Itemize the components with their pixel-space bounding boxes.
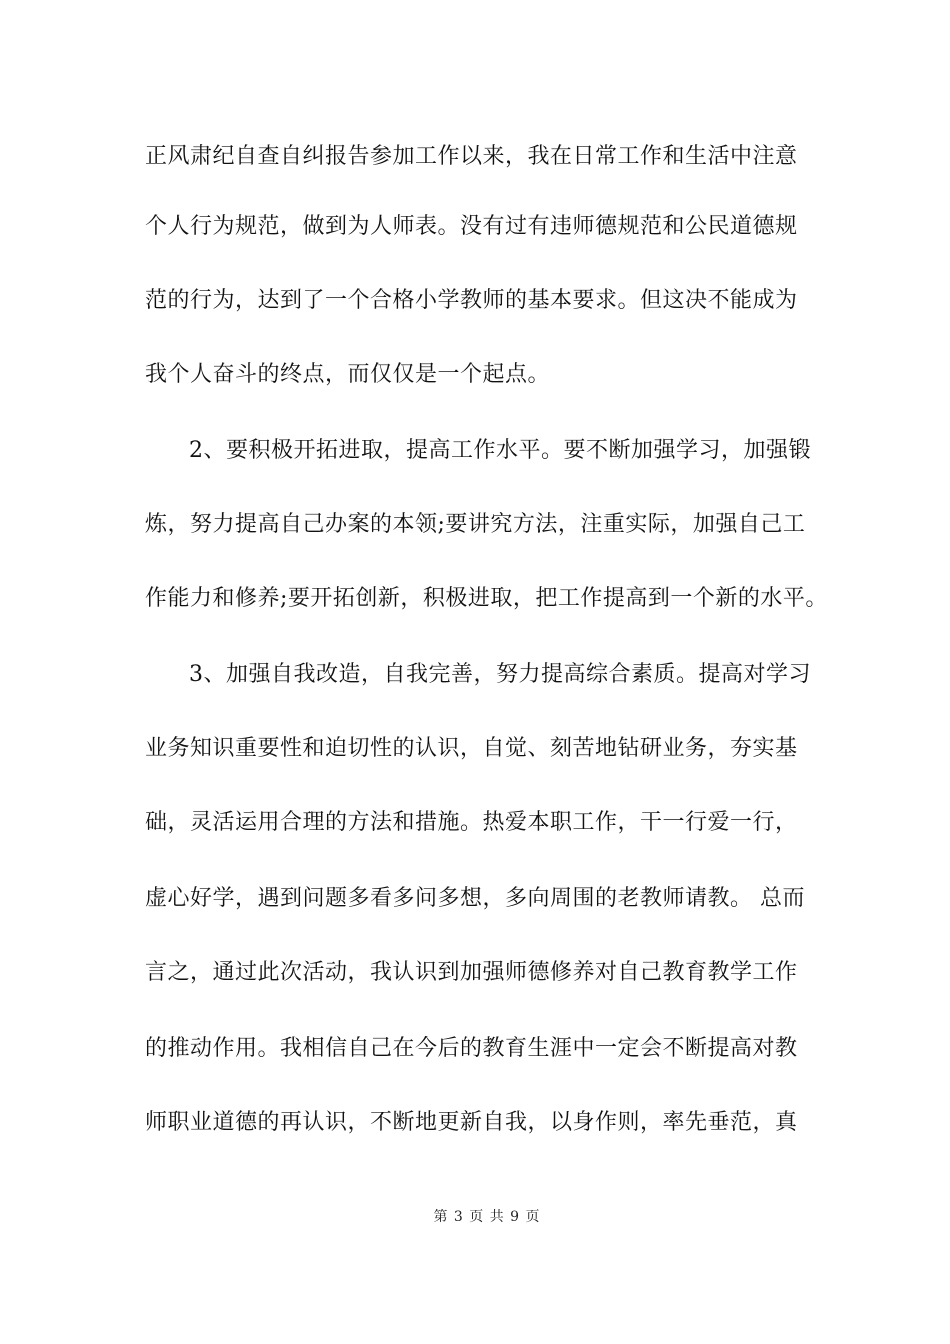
text-line-2: 个人行为规范，做到为人师表。没有过有违师德规范和公民道德规 bbox=[145, 214, 798, 239]
text-line-7: 作能力和修养;要开拓创新，积极进取，把工作提高到一个新的水平。 bbox=[145, 586, 828, 611]
text-line-9: 业务知识重要性和迫切性的认识，自觉、刻苦地钻研业务，夯实基 bbox=[145, 736, 798, 761]
page-number-footer: 第 3 页 共 9 页 bbox=[433, 1209, 541, 1225]
text-line-12: 言之，通过此次活动，我认识到加强师德修养对自己教育教学工作 bbox=[145, 960, 798, 985]
text-line-5: 2、要积极开拓进取，提高工作水平。要不断加强学习，加强锻 bbox=[189, 438, 811, 463]
text-line-10: 础，灵活运用合理的方法和措施。热爱本职工作，干一行爱一行， bbox=[145, 810, 798, 835]
text-line-3: 范的行为，达到了一个合格小学教师的基本要求。但这决不能成为 bbox=[145, 288, 798, 313]
text-line-11: 虚心好学，遇到问题多看多问多想，多向周围的老教师请教。 总而 bbox=[145, 886, 805, 911]
text-line-6: 炼，努力提高自己办案的本领;要讲究方法，注重实际，加强自己工 bbox=[145, 512, 806, 537]
text-line-8: 3、加强自我改造，自我完善，努力提高综合素质。提高对学习 bbox=[189, 662, 811, 687]
text-line-13: 的推动作用。我相信自己在今后的教育生涯中一定会不断提高对教 bbox=[145, 1036, 798, 1061]
text-line-14: 师职业道德的再认识，不断地更新自我，以身作则，率先垂范，真 bbox=[145, 1110, 798, 1135]
text-line-1: 正风肃纪自查自纠报告参加工作以来，我在日常工作和生活中注意 bbox=[145, 144, 798, 169]
text-line-4: 我个人奋斗的终点，而仅仅是一个起点。 bbox=[145, 362, 551, 387]
